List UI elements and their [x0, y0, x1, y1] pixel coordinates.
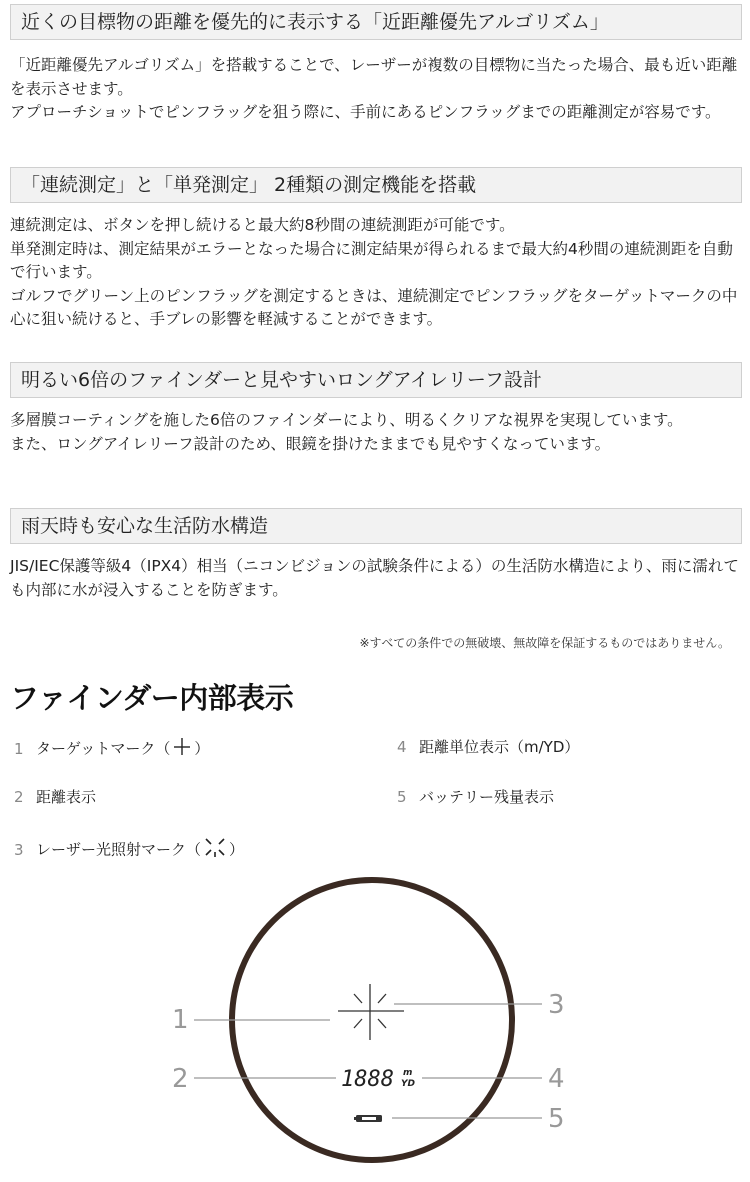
finder-diagram — [0, 870, 750, 1170]
legend-label: ターゲットマーク（ — [36, 739, 171, 758]
legend-label: 距離表示 — [36, 788, 97, 806]
paragraph: 単発測定時は、測定結果がエラーとなった場合に測定結果が得られるまで最大約4秒間の連続測距を自動で行います。 — [10, 239, 733, 281]
paragraph: 多層膜コーティングを施した6倍のファインダーにより、明るくクリアな視界を実現しています。 — [10, 411, 683, 429]
legend-item-1 — [14, 736, 209, 758]
paragraph: また、ロングアイレリーフ設計のため、眼鏡を掛けたままでも見やすくなっています。 — [10, 434, 611, 453]
legend-label: バッテリー残量表示 — [419, 788, 555, 806]
callout-number-2: 2 — [172, 1064, 189, 1094]
section-heading-finder: 明るい6倍のファインダーと見やすいロングアイレリーフ設計 — [10, 362, 742, 398]
unit-m: m — [403, 1068, 413, 1078]
legend-item-5 — [397, 786, 554, 808]
paragraph: JIS/IEC保護等級4（IPX4）相当（ニコンビジョンの試験条件による）の生活防水構造により、雨に濡れても内部に水が浸入することを防ぎます。 — [10, 557, 739, 599]
legend-suffix: ） — [229, 840, 245, 859]
legend-suffix: ） — [194, 739, 210, 758]
paragraph: アプローチショットでピンフラッグを狙う際に、手前にあるピンフラッグまでの距離測定が容易です。 — [10, 103, 721, 121]
paragraph: ゴルフでグリーン上のピンフラッグを測定するときは、連続測定でピンフラッグをターゲットマークの中心に狙い続けると、手ブレの影響を軽減することができます。 — [10, 286, 738, 328]
legend-item-3 — [14, 836, 244, 858]
section-body-measurement-modes — [10, 214, 740, 332]
target-mark — [338, 984, 404, 1040]
finder-title: ファインダー内部表示 — [10, 681, 294, 715]
crosshair-icon — [172, 736, 192, 762]
legend-label: レーザー光照射マーク（ — [36, 840, 202, 859]
section-heading-waterproof: 雨天時も安心な生活防水構造 — [10, 508, 742, 544]
unit-yd: YD — [401, 1079, 415, 1089]
section-heading-measurement-modes: 「連続測定」と「単発測定」 2種類の測定機能を搭載 — [10, 167, 742, 203]
paragraph: 「近距離優先アルゴリズム」を搭載することで、レーザーが複数の目標物に当たった場合、最も近い距離を表示させます。 — [10, 56, 738, 98]
laser-mark-icon — [203, 836, 227, 864]
legend-item-2 — [14, 786, 96, 808]
callout-number-1: 1 — [172, 1005, 189, 1035]
callout-number-4: 4 — [548, 1064, 565, 1094]
section-body-waterproof — [10, 555, 740, 602]
paragraph: 連続測定は、ボタンを押し続けると最大約8秒間の連続測距が可能です。 — [10, 216, 515, 234]
section-heading-near-priority: 近くの目標物の距離を優先的に表示する「近距離優先アルゴリズム」 — [10, 4, 742, 40]
battery-icon — [354, 1115, 382, 1122]
disclaimer-note: ※すべての条件での無破壊、無故障を保証するものではありません。 — [359, 636, 730, 650]
distance-readout: 1888 — [341, 1067, 394, 1092]
legend-number: 2 — [14, 788, 24, 806]
callout-number-5: 5 — [548, 1104, 565, 1134]
section-body-near-priority — [10, 54, 740, 125]
legend-label: 距離単位表示（m/YD） — [419, 738, 580, 756]
callout-number-3: 3 — [548, 990, 565, 1020]
legend-number: 5 — [397, 788, 407, 806]
legend-number: 4 — [397, 738, 407, 756]
legend-number: 1 — [14, 739, 24, 758]
legend-item-4 — [397, 736, 579, 758]
section-body-finder — [10, 409, 740, 456]
legend-number: 3 — [14, 840, 24, 859]
